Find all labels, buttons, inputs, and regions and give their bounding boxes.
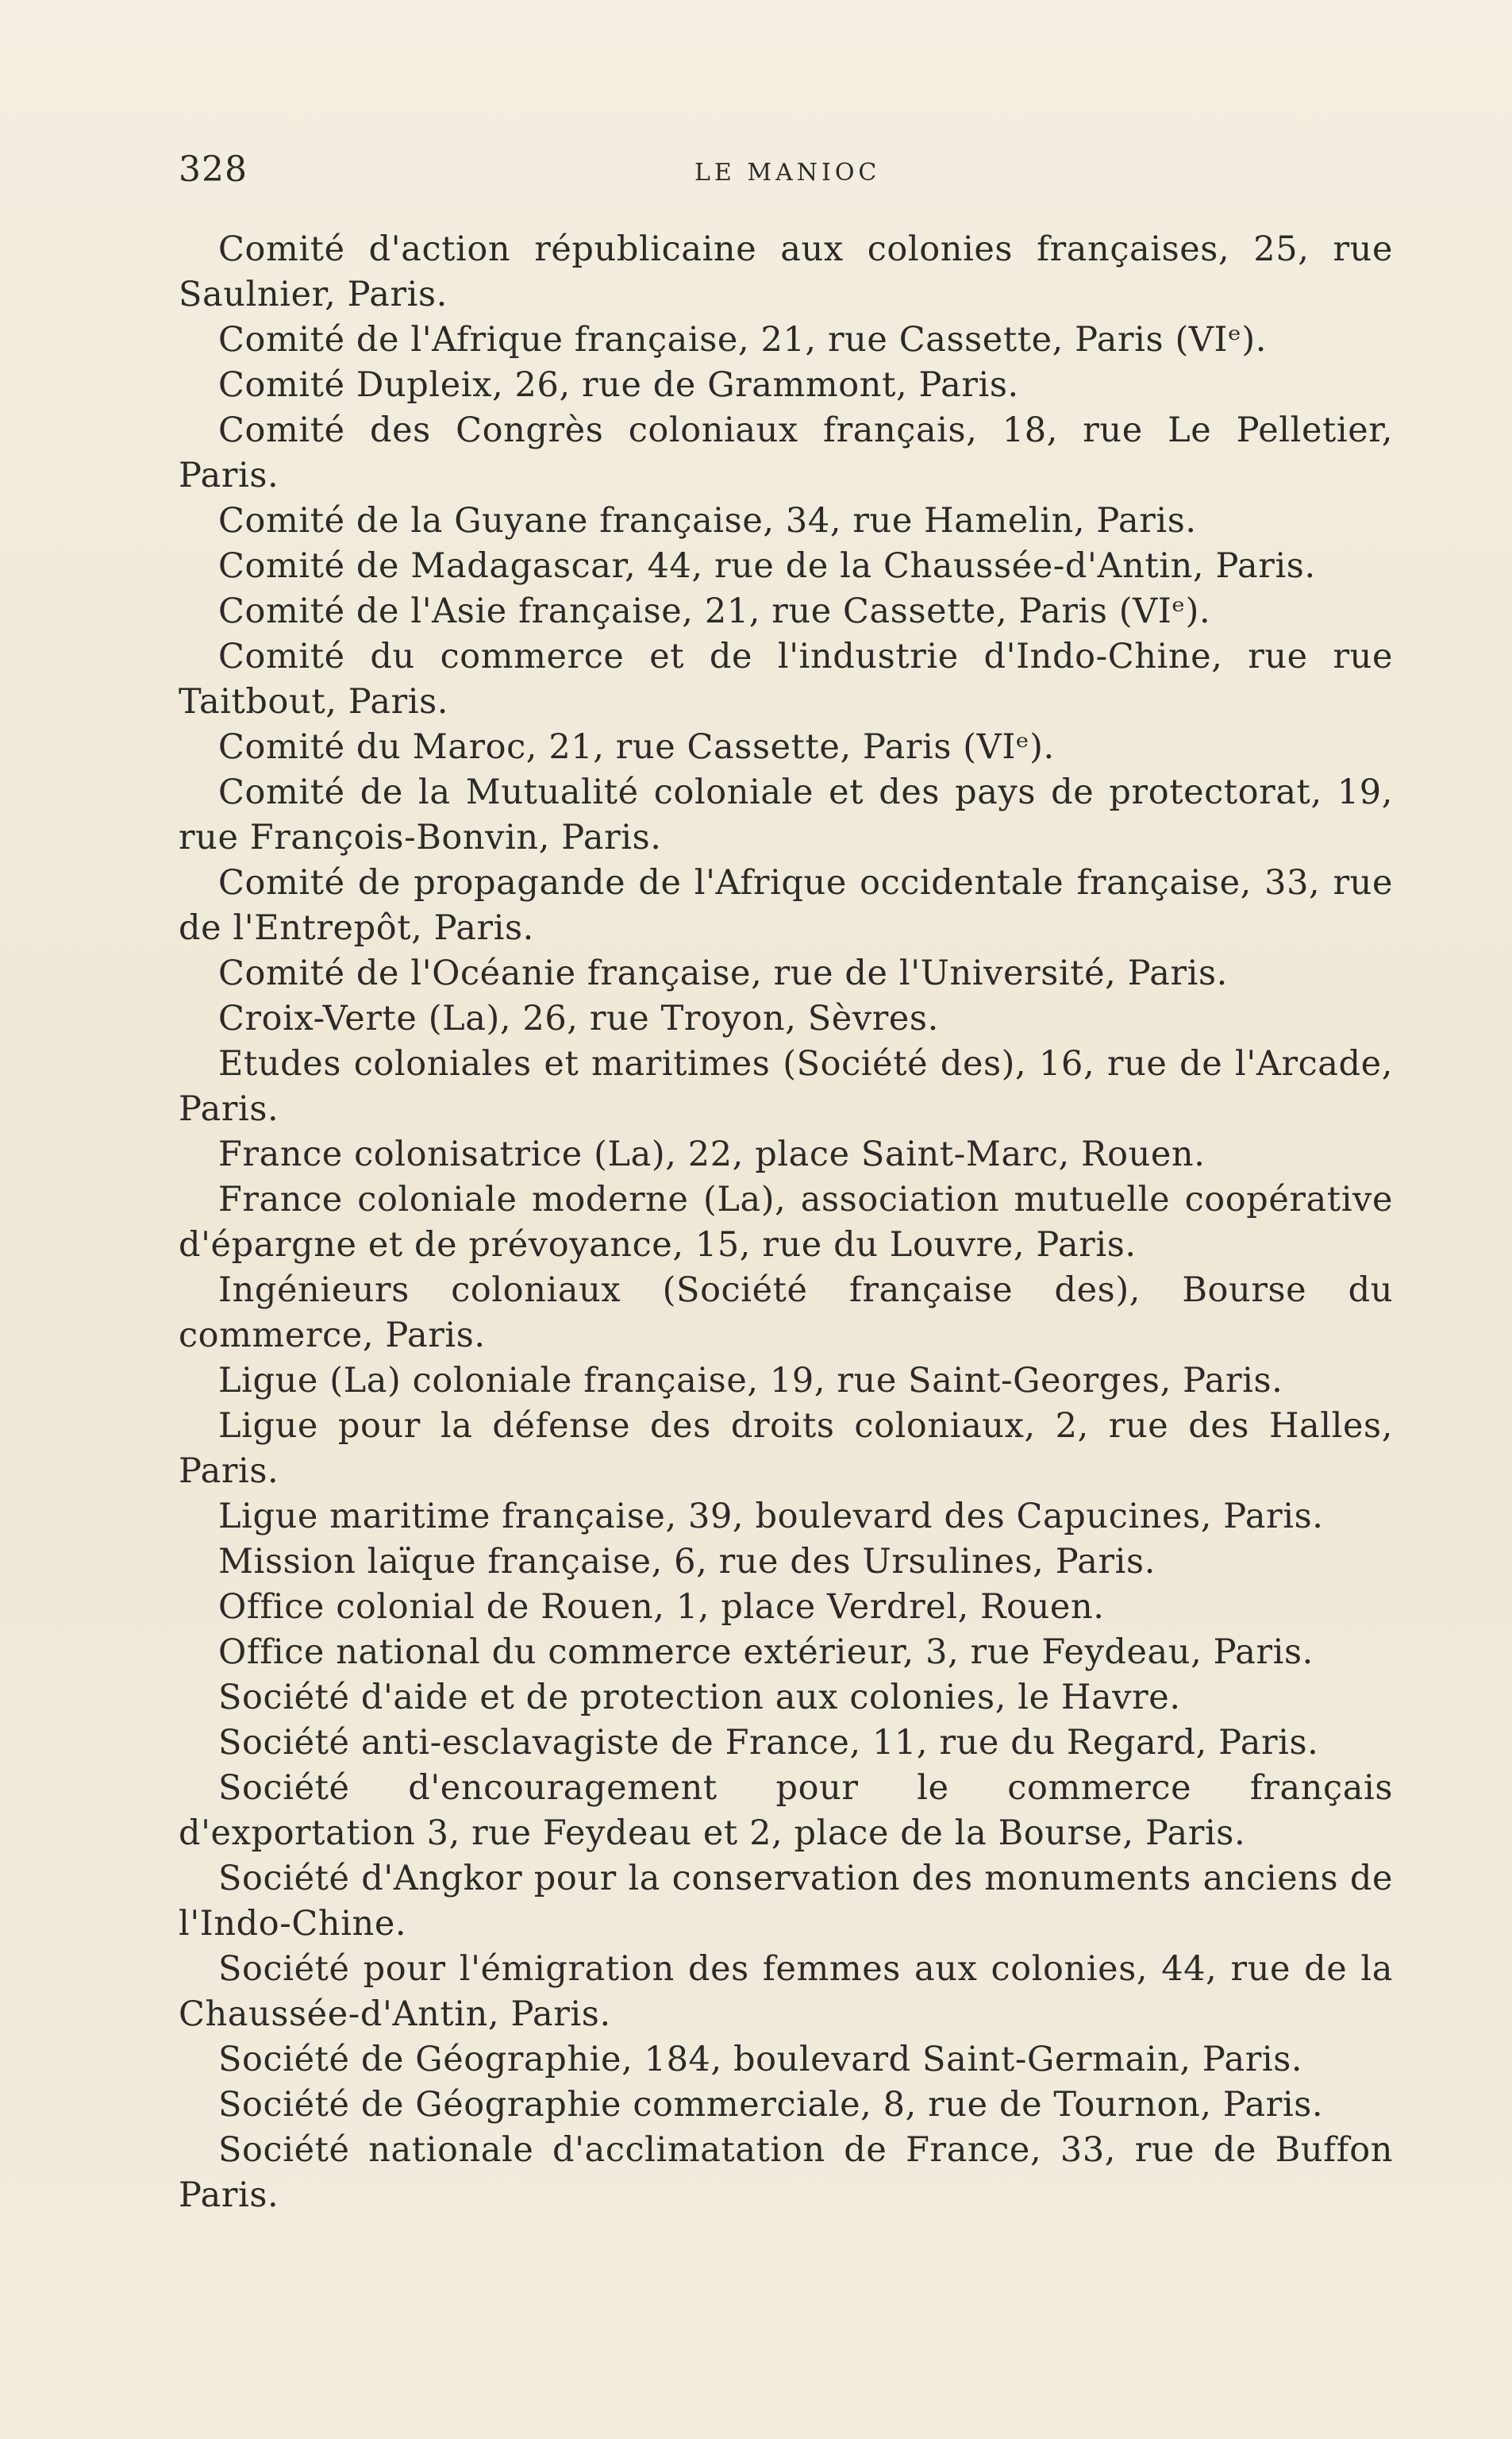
list-item: Etudes coloniales et maritimes (Société des), 16, rue de l'Arcade, Paris. [179,1044,1393,1129]
list-item: Mission laïque française, 6, rue des Ursulines, Paris. [218,1542,1156,1582]
list-item: Société pour l'émigration des femmes aux colonies, 44, rue de la Chaussée-d'Antin, Paris. [179,1949,1393,2034]
list-item: Comité d'action républicaine aux colonies françaises, 25, rue Saulnier, Paris. [179,229,1393,314]
list-item: France coloniale moderne (La), association mutuelle coopérative d'épargne et de prévoyance, 15, rue du Louvre, Paris. [179,1180,1393,1265]
list-item: Société de Géographie, 184, boulevard Saint-Germain, Paris. [218,2040,1303,2079]
running-title: LE MANIOC [694,159,881,187]
list-item: Société anti-esclavagiste de France, 11, rue du Regard, Paris. [218,1723,1319,1763]
list-item: Comité Dupleix, 26, rue de Grammont, Paris. [218,365,1019,405]
list-item: Comité des Congrès coloniaux français, 18, rue Le Pelletier, Paris. [179,410,1393,495]
list-item: Société d'aide et de protection aux colonies, le Havre. [218,1678,1181,1717]
list-item: Office national du commerce extérieur, 3, rue Feydeau, Paris. [218,1632,1314,1672]
list-item: Comité de Madagascar, 44, rue de la Chaussée-d'Antin, Paris. [218,546,1316,586]
list-item: Société d'encouragement pour le commerce français d'exportation 3, rue Feydeau et 2, place de la Bourse, Paris. [179,1768,1393,1853]
page-number: 328 [179,149,248,190]
list-item: Société d'Angkor pour la conservation des monuments anciens de l'Indo-Chine. [179,1859,1393,1944]
list-item: Comité de propagande de l'Afrique occidentale française, 33, rue de l'Entrepôt, Paris. [179,863,1393,948]
list-item: Croix-Verte (La), 26, rue Troyon, Sèvres. [218,999,939,1038]
list-item: Ingénieurs coloniaux (Société française des), Bourse du commerce, Paris. [179,1270,1393,1355]
list-item: Ligue maritime française, 39, boulevard des Capucines, Paris. [218,1497,1324,1536]
list-item: Comité de l'Afrique française, 21, rue Cassette, Paris (VIᵉ). [218,320,1267,360]
list-item: Comité du Maroc, 21, rue Cassette, Paris (VIᵉ). [218,727,1055,767]
list-item: Comité de la Mutualité coloniale et des pays de protectorat, 19, rue François-Bonvin, Paris. [179,773,1393,857]
list-item: Comité du commerce et de l'industrie d'Indo-Chine, rue rue Taitbout, Paris. [179,637,1393,722]
list-item: Office colonial de Rouen, 1, place Verdrel, Rouen. [218,1587,1105,1627]
list-item: Ligue pour la défense des droits coloniaux, 2, rue des Halles, Paris. [179,1406,1393,1491]
list-item: Comité de la Guyane française, 34, rue Hamelin, Paris. [218,501,1197,541]
list-item: Société nationale d'acclimatation de France, 33, rue de Buffon Paris. [179,2130,1393,2215]
list-item: Société de Géographie commerciale, 8, rue de Tournon, Paris. [218,2085,1324,2125]
organization-list [179,227,1393,2218]
list-item: Comité de l'Océanie française, rue de l'Université, Paris. [218,954,1228,993]
list-item: France colonisatrice (La), 22, place Saint-Marc, Rouen. [218,1135,1206,1174]
list-item: Comité de l'Asie française, 21, rue Cassette, Paris (VIᵉ). [218,591,1211,631]
list-item: Ligue (La) coloniale française, 19, rue Saint-Georges, Paris. [218,1361,1283,1401]
